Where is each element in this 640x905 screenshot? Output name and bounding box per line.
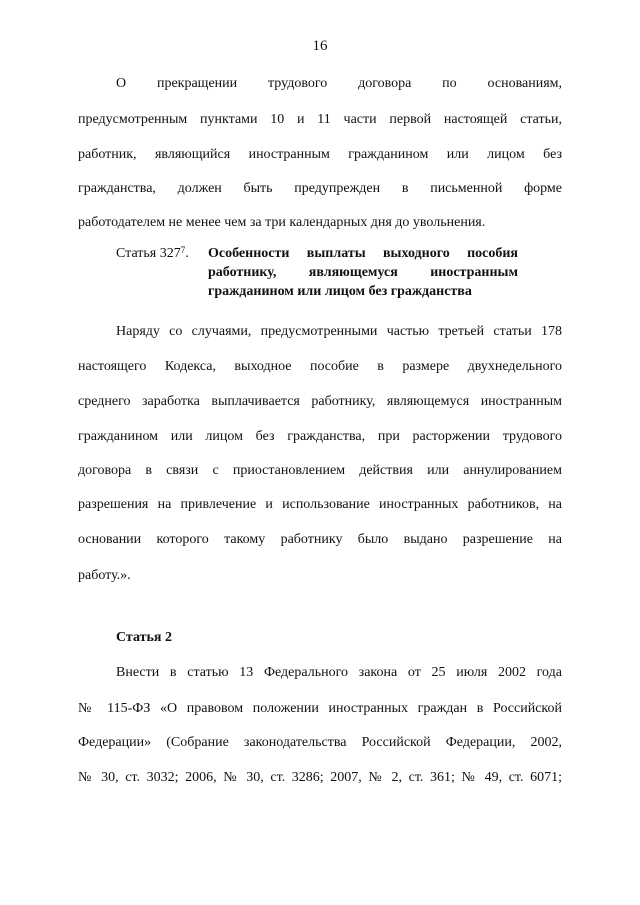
paragraph-line: № 30, ст. 3032; 2006, № 30, ст. 3286; 2007, № 2, ст. 361; № 49, ст. 6071; bbox=[78, 770, 562, 785]
paragraph-line: работодателем не менее чем за три календарных дня до увольнения. bbox=[78, 215, 486, 230]
article-title-line: работнику, являющемуся иностранным bbox=[208, 265, 518, 280]
article-label-text: Статья 327 bbox=[116, 246, 181, 261]
paragraph-line: Федерации» (Собрание законодательства Российской Федерации, 2002, bbox=[78, 735, 562, 750]
paragraph-line: работник, являющийся иностранным гражданином или лицом без bbox=[78, 147, 562, 162]
article-label bbox=[116, 246, 189, 262]
paragraph-line: настоящего Кодекса, выходное пособие в размере двухнедельного bbox=[78, 359, 562, 374]
paragraph-line: разрешения на привлечение и использование иностранных работников, на bbox=[78, 497, 562, 512]
paragraph-line: № 115-ФЗ «О правовом положении иностранных граждан в Российской bbox=[78, 701, 562, 716]
paragraph-line: основании которого такому работнику было выдано разрешение на bbox=[78, 532, 562, 547]
article-title-line: гражданином или лицом без гражданства bbox=[208, 284, 472, 299]
paragraph-line: договора в связи с приостановлением действия или аннулированием bbox=[78, 463, 562, 478]
section-heading: Статья 2 bbox=[116, 630, 172, 645]
paragraph-line: гражданства, должен быть предупрежден в письменной форме bbox=[78, 181, 562, 196]
paragraph-line: среднего заработка выплачивается работнику, являющемуся иностранным bbox=[78, 394, 562, 409]
article-label-superscript: 7 bbox=[180, 245, 186, 255]
page-number: 16 bbox=[312, 38, 328, 54]
paragraph-line: работу.». bbox=[78, 568, 131, 583]
paragraph-line: Наряду со случаями, предусмотренными частью третьей статьи 178 bbox=[116, 324, 562, 339]
paragraph-line: гражданином или лицом без гражданства, при расторжении трудового bbox=[78, 429, 562, 444]
article-label-suffix: . bbox=[185, 246, 189, 261]
paragraph-line: О прекращении трудового договора по основаниям, bbox=[116, 76, 562, 91]
paragraph-line: предусмотренным пунктами 10 и 11 части первой настоящей статьи, bbox=[78, 112, 562, 127]
paragraph-line: Внести в статью 13 Федерального закона от 25 июля 2002 года bbox=[116, 665, 562, 680]
article-title-line: Особенности выплаты выходного пособия bbox=[208, 246, 518, 261]
